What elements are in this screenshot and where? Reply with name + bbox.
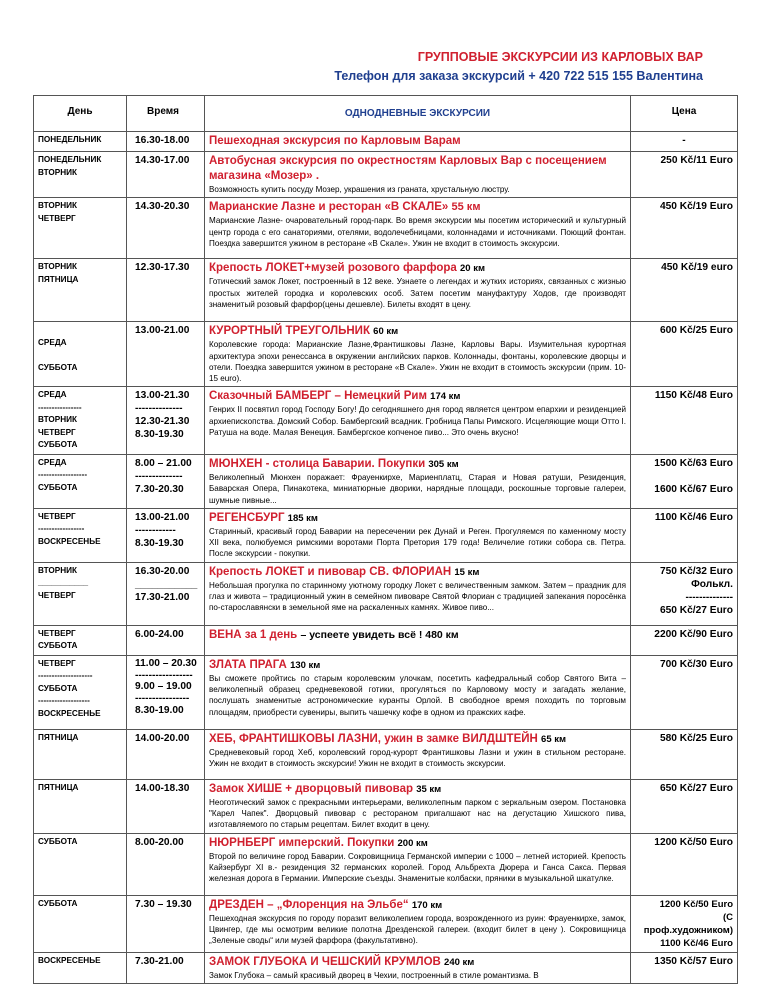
price-cell: 1150 Kč/48 Euro	[631, 387, 738, 455]
price-cell: 600 Kč/25 Euro	[631, 322, 738, 387]
excursion-title: Автобусная экскурсия по окрестностям Карловых Вар с посещением магазина «Мозер» .	[209, 155, 607, 182]
excursion-description: Средневековый город Хеб, королевский город-курорт Франтишковы Лазни и ужин в стильном ресторане. Ужин не входит в стоимость экскурсии! Ужин не входит в стоимость экскурсии.	[209, 747, 626, 769]
excursion-cell	[205, 322, 631, 387]
page-title: ГРУППОВЫЕ ЭКСКУРСИИ ИЗ КАРЛОВЫХ ВАР	[417, 50, 703, 64]
excursion-cell	[205, 132, 631, 152]
excursion-cell	[205, 152, 631, 198]
day-cell: ЧЕТВЕРГ СУББОТА	[34, 625, 127, 655]
day-cell: ПОНЕДЕЛЬНИК	[34, 132, 127, 152]
time-cell: 14.00-18.30	[127, 779, 205, 833]
table-row	[34, 562, 738, 625]
day-cell: СУББОТА	[34, 833, 127, 895]
day-cell: ВТОРНИК ___________ ЧЕТВЕРГ	[34, 562, 127, 625]
excursion-title: МЮНХЕН - столица Баварии. Покупки	[209, 457, 426, 470]
time-cell: 16.30-20.00 ___________ 17.30-21.00	[127, 562, 205, 625]
distance: 60 км	[373, 326, 399, 338]
excursion-cell	[205, 198, 631, 259]
excursion-description: Второй по величине город Баварии. Сокровищница Германской империи с 1000 – летней историей. Крепость Кайзербург XI в.- резиденция 32 германских королей. Город Альбрехта Дюрера и Ганса Сакса. Первая железная дорога в Германии. Имперские съезды. Знаменитые колбаски, пряники в музыкальной шкатулке.	[209, 851, 626, 884]
day-cell: СРЕДА ------------------ СУББОТА	[34, 454, 127, 508]
distance: 55 км	[451, 201, 481, 214]
excursion-description: Вы сможете пройтись по старым королевским улочкам, посетить кафедральный собор Святого Вита – великолепный образец средневековой готики, прогуляться по Карловому мосту и загадать желание, послушать знаменитые астрономические куранты Орлой. В свободное время походить по торговым площадям, приобрести сувениры, выпить чашечку кофе в одном из пражских кафе.	[209, 673, 626, 717]
price-cell: -	[631, 132, 738, 152]
excursion-cell	[205, 729, 631, 779]
day-cell: СРЕДА ---------------- ВТОРНИК ЧЕТВЕРГ СУББОТА	[34, 387, 127, 455]
excursion-cell	[205, 655, 631, 729]
excursion-description: Небольшая прогулка по старинному уютному городку Локет с величественным замком. Затем – праздник для глаз и живота – традиционный ужин в семейном пивоваре Святой Флориан с традицией запекания поросёнка по-старославянски в земельной яме на раскаленных камнях. Живое пиво...	[209, 580, 626, 613]
time-cell: 6.00-24.00	[127, 625, 205, 655]
excursion-title: ЗЛАТА ПРАГА	[209, 658, 287, 671]
distance: 170 км	[411, 899, 443, 911]
excursion-title: ЗАМОК ГЛУБОКА И ЧЕШСКИЙ КРУМЛОВ	[209, 955, 441, 968]
excursion-cell	[205, 259, 631, 322]
distance: 240 км	[444, 956, 475, 968]
excursion-cell	[205, 895, 631, 952]
excursion-description: Королевские города: Марианские Лазне,Франтишковы Лазне, Карловы Вары. Изумительная курортная архитектура эпохи ренессанса в окружении английских парков. Колоннады, фонтаны, королевские дворцы и отели. Поездка завершится ужином в ресторане «В Скале». Ужин не входит в стоимость экскурсии (прим. 10-15 euro).	[209, 340, 626, 384]
column-header-price: Цена	[631, 96, 738, 132]
time-cell: 12.30-17.30	[127, 259, 205, 322]
excursion-title: Замок ХИШЕ + дворцовый пивовар	[209, 782, 414, 795]
excursion-description: Неоготический замок с прекрасными интерьерами, великолепным парком с зеркальным озером. Постановка "Карел Чапек". Дворцовый пивовар с рестораном пригалшают нас на дегустацию Хишского пива, изготавляемого по старым рецептам. Билет входит в цену.	[209, 797, 626, 830]
excursion-title: Сказочный БАМБЕРГ – Немецкий Рим	[209, 390, 427, 403]
excursion-cell	[205, 833, 631, 895]
excursion-table	[33, 95, 738, 984]
excursion-title: РЕГЕНСБУРГ	[209, 511, 285, 524]
excursion-title: НЮРНБЕРГ имперский. Покупки	[209, 836, 395, 849]
excursion-title: Пешеходная экскурсия по Карловым Варам	[209, 135, 461, 147]
table-row	[34, 508, 738, 562]
distance: 15 км	[454, 566, 480, 578]
excursion-title: Марианские Лазне и ресторан «В СКАЛЕ»	[209, 201, 449, 214]
price-cell: 580 Kč/25 Euro	[631, 729, 738, 779]
table-row	[34, 833, 738, 895]
phone-line: Телефон для заказа экскурсий + 420 722 515 155 Валентина	[334, 69, 703, 83]
price-cell: 700 Kč/30 Euro	[631, 655, 738, 729]
excursion-title: Крепость ЛОКЕТ+музей розового фарфора	[209, 262, 457, 275]
distance: 20 км	[460, 263, 486, 275]
distance: 200 км	[397, 837, 428, 849]
time-cell: 14.00-20.00	[127, 729, 205, 779]
day-cell: СРЕДА СУББОТА	[34, 322, 127, 387]
distance: – успеете увидеть всё ! 480 км	[300, 628, 459, 641]
time-cell: 8.00 – 21.00 -------------- 7.30-20.30	[127, 454, 205, 508]
excursion-description: Великолепный Мюнхен поражает: Фрауенкирхе, Мариенплатц, Старая и Новая ратуши, Резиденция, Баварская Опера, Пинакотека, миниатюрные дворики, нарядные площади, роскошные торговые галереи, шумные пивные...	[209, 472, 626, 505]
excursion-cell	[205, 508, 631, 562]
table-row	[34, 322, 738, 387]
excursion-title: ДРЕЗДЕН – „Флоренция на Эльбе“	[209, 898, 409, 911]
excursion-description: Замок Глубока – самый красивый дворец в Чехии, построенный в стиле романтизма. В	[209, 970, 539, 980]
day-cell: СУББОТА	[34, 895, 127, 952]
excursion-cell	[205, 625, 631, 655]
distance: 185 км	[287, 512, 318, 524]
table-row	[34, 198, 738, 259]
distance: 35 км	[416, 783, 442, 795]
excursion-cell	[205, 454, 631, 508]
distance: 174 км	[430, 391, 461, 403]
price-cell: 1500 Kč/63 Euro 1600 Kč/67 Euro	[631, 454, 738, 508]
day-cell: ПОНЕДЕЛЬНИК ВТОРНИК	[34, 152, 127, 198]
excursion-title-part2: СВ. ФЛОРИАН	[369, 565, 452, 578]
table-row	[34, 895, 738, 952]
table-row	[34, 152, 738, 198]
price-cell: 2200 Kč/90 Euro	[631, 625, 738, 655]
table-row	[34, 132, 738, 152]
day-cell: ЧЕТВЕРГ ----------------- ВОСКРЕСЕНЬЕ	[34, 508, 127, 562]
day-cell: ВТОРНИК ЧЕТВЕРГ	[34, 198, 127, 259]
column-header-day: День	[34, 96, 127, 132]
table-row	[34, 779, 738, 833]
table-row	[34, 259, 738, 322]
price-cell: 1100 Kč/46 Euro	[631, 508, 738, 562]
day-cell: ЧЕТВЕРГ -------------------- СУББОТА ------------------- ВОСКРЕСЕНЬЕ	[34, 655, 127, 729]
table-row	[34, 952, 738, 983]
excursion-description: Марианские Лазне- очаровательный город-парк. Во время экскурсии мы посетим исторический и культурный центр города с его санаториями, отелями, водолечебницами, колоннадами и источниками. Поющий фонтан. Поездка завершится ужином в ресторане «В Скале». Ужин не входит в стоимость экскурсии.	[209, 216, 626, 248]
excursion-description: Старинный, красивый город Баварии на пересечении рек Дунай и Реген. Прогуляемся по каменному мосту XII века, полюбуемся римскими воротами Порта Претория 179 года! Величелие готики собора св. Петра. После экскурсии - покупки.	[209, 526, 626, 559]
price-cell: 650 Kč/27 Euro	[631, 779, 738, 833]
table-row	[34, 454, 738, 508]
table-row	[34, 387, 738, 455]
excursion-title: КУРОРТНЫЙ ТРЕУГОЛЬНИК	[209, 325, 370, 338]
column-header-main: ОДНОДНЕВНЫЕ ЭКСКУРСИИ	[205, 96, 631, 132]
time-cell: 7.30 – 19.30	[127, 895, 205, 952]
day-cell: ВТОРНИК ПЯТНИЦА	[34, 259, 127, 322]
time-cell: 13.00-21.30 -------------- 12.30-21.30 8.30-19.30	[127, 387, 205, 455]
time-cell: 14.30-17.00	[127, 152, 205, 198]
excursion-title: ВЕНА за 1 день	[209, 628, 298, 641]
time-cell: 11.00 – 20.30 ----------------- 9.00 – 19.00 ---------------- 8.30-19.00	[127, 655, 205, 729]
price-cell: 1350 Kč/57 Euro	[631, 952, 738, 983]
price-cell: 1200 Kč/50 Euro (С проф.художником) 1100 Kč/46 Euro	[631, 895, 738, 952]
table-row	[34, 625, 738, 655]
excursion-description: Готический замок Локет, построенный в 12 веке. Узнаете о легендах и жутких историях, связанных с жизнью простых жителей городка и королевских особ. Затем посетим мануфактуру Ходов, где производят знаменитый розовый фарфор(цены дешевле). Билеты входят в цену.	[209, 277, 626, 309]
table-row	[34, 655, 738, 729]
price-cell: 1200 Kč/50 Euro	[631, 833, 738, 895]
excursion-cell	[205, 779, 631, 833]
distance: 305 км	[428, 458, 459, 470]
excursion-description: Генрих II посвятил город Господу Богу! До сегодняшнего дня город является центром епархии и резиденцией архиепископства. Домский Собор. Бамбергский всадник. Гробница Папы Римского. Исцеляющие мощи Отто I. Ратуша на воде. Малая Венеция. Бамбергское копченое пиво... Это очень вкусно!	[209, 405, 626, 438]
day-cell: ПЯТНИЦА	[34, 779, 127, 833]
excursion-description: Возможность купить посуду Мозер, украшения из граната, хрустальную люстру.	[209, 185, 510, 194]
time-cell: 7.30-21.00	[127, 952, 205, 983]
distance: 65 км	[541, 733, 567, 745]
distance: 130 км	[290, 659, 321, 671]
excursion-cell	[205, 952, 631, 983]
excursion-title: ХЕБ, ФРАНТИШКОВЫ ЛАЗНИ, ужин в замке ВИЛДШТЕЙН	[209, 732, 538, 745]
time-cell: 8.00-20.00	[127, 833, 205, 895]
day-cell: ВОСКРЕСЕНЬЕ	[34, 952, 127, 983]
excursion-title: Крепость ЛОКЕТ и пивовар	[209, 565, 367, 578]
day-cell: ПЯТНИЦА	[34, 729, 127, 779]
time-cell: 16.30-18.00	[127, 132, 205, 152]
time-cell: 13.00-21.00	[127, 322, 205, 387]
table-row	[34, 729, 738, 779]
price-cell: 250 Kč/11 Euro	[631, 152, 738, 198]
excursion-description: Пешеходная экскурсия по городу поразит великолепием города, возрожденного из руин: Фрауенкирхе, замок, Цвингер, где мы осмотрим великие полотна Дрезденской галереи. (входит билет в цену ). Сокровищница „Зеленые своды“ или музей фарфора (факультативно).	[209, 913, 626, 946]
time-cell: 13.00-21.00 ------------ 8.30-19.30	[127, 508, 205, 562]
price-cell: 450 Kč/19 euro	[631, 259, 738, 322]
price-cell: 450 Kč/19 Euro	[631, 198, 738, 259]
price-cell: 750 Kč/32 Euro Фолькл. -------------- 650 Kč/27 Euro	[631, 562, 738, 625]
excursion-cell	[205, 562, 631, 625]
time-cell: 14.30-20.30	[127, 198, 205, 259]
excursion-cell	[205, 387, 631, 455]
column-header-time: Время	[127, 96, 205, 132]
